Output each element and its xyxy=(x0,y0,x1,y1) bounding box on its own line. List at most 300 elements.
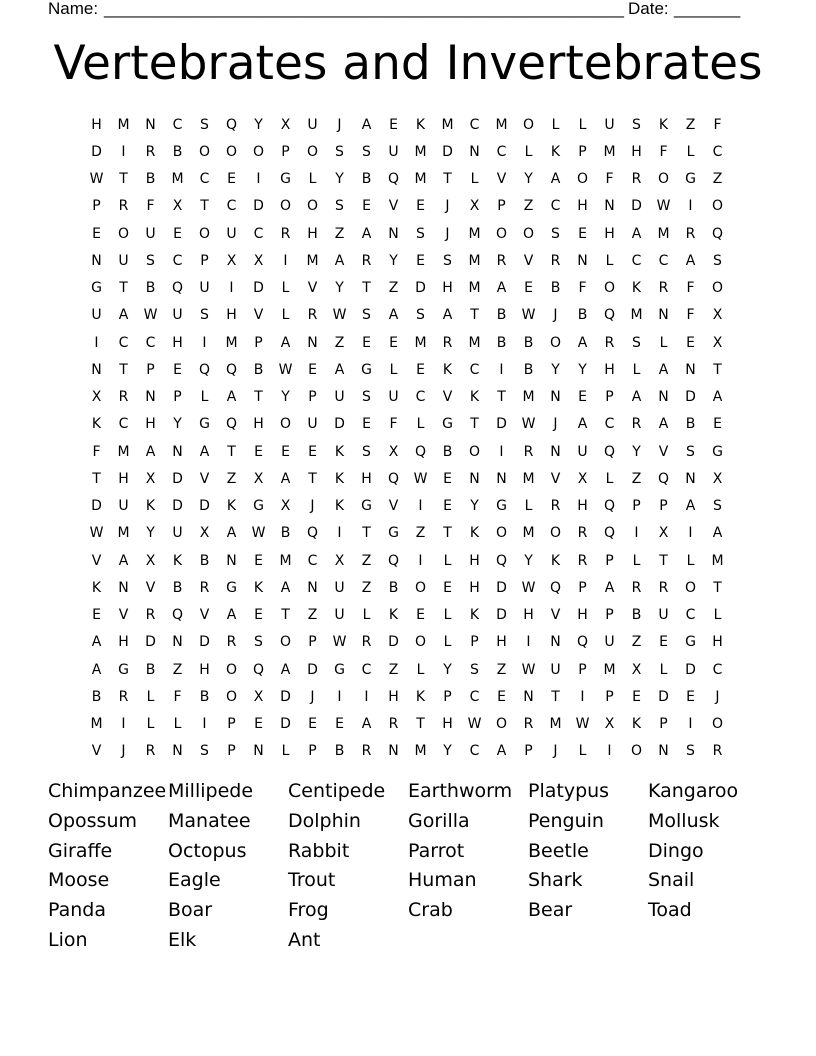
word-list-item: Toad xyxy=(648,899,692,922)
grid-letter: U xyxy=(550,661,561,678)
grid-letter: D xyxy=(631,198,642,215)
word-list-item: Crab xyxy=(408,899,453,922)
grid-letter: R xyxy=(550,498,561,515)
grid-row xyxy=(83,547,743,574)
grid-letter: I xyxy=(202,334,207,351)
grid-letter: E xyxy=(416,198,425,215)
grid-letter: Z xyxy=(631,470,642,487)
grid-letter: K xyxy=(226,498,237,515)
grid-letter: O xyxy=(603,280,616,297)
grid-letter: P xyxy=(308,389,317,406)
word-list-item: Parrot xyxy=(408,839,465,862)
grid-letter: U xyxy=(577,443,588,460)
grid-letter: X xyxy=(280,116,291,133)
grid-letter: R xyxy=(523,443,534,460)
grid-letter: W xyxy=(89,171,104,188)
word-list-item: Chimpanzee xyxy=(48,780,167,802)
grid-letter: I xyxy=(526,634,531,651)
grid-letter: V xyxy=(658,443,669,460)
grid-letter: W xyxy=(89,525,104,542)
grid-letter: V xyxy=(307,280,318,297)
grid-letter: E xyxy=(659,634,668,651)
word-list-item: Earthworm xyxy=(408,780,513,802)
grid-letter: Q xyxy=(387,552,400,569)
grid-letter: Z xyxy=(523,198,534,215)
grid-letter: E xyxy=(497,688,506,705)
grid-row xyxy=(83,193,743,220)
grid-letter: E xyxy=(173,361,182,378)
grid-letter: N xyxy=(469,143,480,160)
grid-letter: L xyxy=(632,361,641,378)
grid-letter: Q xyxy=(225,416,238,433)
grid-letter: I xyxy=(418,552,423,569)
grid-letter: S xyxy=(200,307,209,324)
grid-letter: D xyxy=(658,688,669,705)
grid-letter: T xyxy=(281,607,290,624)
grid-letter: U xyxy=(334,389,345,406)
grid-letter: D xyxy=(442,143,453,160)
name-label: Name: xyxy=(48,0,99,18)
grid-letter: V xyxy=(199,607,210,624)
grid-letter: F xyxy=(173,688,182,705)
grid-letter: O xyxy=(414,634,427,651)
grid-letter: T xyxy=(92,470,101,487)
grid-letter: O xyxy=(684,579,697,596)
grid-letter: Q xyxy=(711,225,724,242)
grid-letter: H xyxy=(523,607,534,624)
grid-letter: S xyxy=(551,225,560,242)
grid-letter: I xyxy=(688,716,693,733)
grid-letter: J xyxy=(553,743,558,760)
grid-letter: Q xyxy=(198,361,211,378)
grid-letter: O xyxy=(225,688,238,705)
grid-letter: U xyxy=(118,498,129,515)
grid-letter: T xyxy=(470,416,479,433)
grid-letter: O xyxy=(576,171,589,188)
grid-letter: P xyxy=(470,634,479,651)
grid-letter: K xyxy=(469,525,480,542)
grid-letter: Y xyxy=(551,361,560,378)
grid-letter: R xyxy=(577,525,588,542)
grid-letter: A xyxy=(91,661,102,678)
grid-letter: U xyxy=(658,607,669,624)
grid-letter: C xyxy=(307,552,318,569)
grid-letter: H xyxy=(145,416,156,433)
grid-letter: U xyxy=(307,416,318,433)
grid-letter: R xyxy=(118,688,129,705)
grid-letter: A xyxy=(145,443,156,460)
grid-letter: B xyxy=(199,688,210,705)
grid-row xyxy=(83,602,743,629)
grid-letter: V xyxy=(199,470,210,487)
grid-letter: U xyxy=(604,116,615,133)
grid-letter: P xyxy=(578,661,587,678)
grid-letter: P xyxy=(227,743,236,760)
word-list-item: Rabbit xyxy=(288,839,350,862)
grid-letter: A xyxy=(280,661,291,678)
grid-letter: D xyxy=(307,661,318,678)
grid-letter: B xyxy=(496,307,507,324)
grid-letter: L xyxy=(173,716,182,733)
grid-letter: G xyxy=(280,171,291,188)
grid-letter: B xyxy=(496,334,507,351)
grid-letter: L xyxy=(443,607,452,624)
grid-letter: Y xyxy=(524,171,533,188)
grid-letter: E xyxy=(389,334,398,351)
grid-letter: F xyxy=(146,198,155,215)
grid-letter: N xyxy=(145,389,156,406)
grid-letter: L xyxy=(524,498,533,515)
grid-letter: Z xyxy=(685,116,696,133)
grid-letter: T xyxy=(713,361,722,378)
grid-letter: E xyxy=(254,443,263,460)
grid-letter: M xyxy=(90,716,103,733)
grid-letter: A xyxy=(496,743,507,760)
grid-letter: R xyxy=(361,634,372,651)
grid-letter: B xyxy=(145,280,156,297)
grid-letter: L xyxy=(578,743,587,760)
grid-letter: V xyxy=(91,743,102,760)
grid-letter: W xyxy=(278,361,293,378)
grid-letter: S xyxy=(686,743,695,760)
grid-letter: D xyxy=(253,198,264,215)
grid-letter: F xyxy=(578,280,587,297)
letter-grid xyxy=(83,111,743,765)
grid-letter: A xyxy=(226,525,237,542)
grid-letter: L xyxy=(659,661,668,678)
grid-letter: E xyxy=(362,334,371,351)
grid-letter: R xyxy=(388,716,399,733)
grid-letter: C xyxy=(172,252,183,269)
grid-letter: A xyxy=(631,225,642,242)
grid-letter: A xyxy=(604,579,615,596)
grid-letter: X xyxy=(145,470,156,487)
grid-letter: T xyxy=(308,470,317,487)
grid-letter: E xyxy=(227,171,236,188)
grid-letter: S xyxy=(362,143,371,160)
grid-letter: R xyxy=(145,607,156,624)
grid-letter: P xyxy=(578,579,587,596)
grid-letter: S xyxy=(470,661,479,678)
grid-letter: X xyxy=(712,470,723,487)
grid-letter: S xyxy=(254,634,263,651)
word-list-item: Snail xyxy=(648,869,695,892)
grid-letter: Y xyxy=(443,743,452,760)
grid-letter: Z xyxy=(631,634,642,651)
word-list-item: Elk xyxy=(168,928,197,951)
grid-letter: W xyxy=(332,307,347,324)
grid-letter: U xyxy=(388,389,399,406)
grid-letter: N xyxy=(307,579,318,596)
grid-letter: A xyxy=(712,389,723,406)
grid-letter: H xyxy=(577,498,588,515)
grid-letter: O xyxy=(198,225,211,242)
grid-letter: E xyxy=(578,225,587,242)
grid-letter: V xyxy=(523,252,534,269)
grid-letter: T xyxy=(362,525,371,542)
grid-letter: Q xyxy=(252,661,265,678)
grid-letter: R xyxy=(631,579,642,596)
grid-letter: C xyxy=(604,416,615,433)
grid-letter: E xyxy=(443,498,452,515)
grid-letter: P xyxy=(605,552,614,569)
grid-letter: T xyxy=(200,198,209,215)
grid-row xyxy=(83,384,743,411)
grid-letter: A xyxy=(442,307,453,324)
grid-letter: Y xyxy=(335,171,344,188)
grid-row xyxy=(83,520,743,547)
grid-letter: Z xyxy=(388,661,399,678)
grid-letter: I xyxy=(688,198,693,215)
grid-letter: M xyxy=(522,389,535,406)
grid-letter: F xyxy=(686,307,695,324)
grid-letter: A xyxy=(226,607,237,624)
grid-letter: D xyxy=(496,416,507,433)
grid-letter: D xyxy=(91,143,102,160)
grid-letter: B xyxy=(172,579,183,596)
grid-letter: U xyxy=(145,225,156,242)
grid-letter: C xyxy=(118,334,129,351)
grid-letter: E xyxy=(92,607,101,624)
grid-letter: Y xyxy=(146,525,155,542)
grid-letter: D xyxy=(199,634,210,651)
grid-letter: H xyxy=(442,716,453,733)
word-list-item: Penguin xyxy=(528,809,604,832)
grid-letter: Q xyxy=(603,498,616,515)
grid-letter: Q xyxy=(549,579,562,596)
grid-letter: E xyxy=(578,389,587,406)
grid-letter: P xyxy=(605,688,614,705)
grid-letter: G xyxy=(388,525,399,542)
grid-letter: X xyxy=(280,498,291,515)
grid-letter: Z xyxy=(226,470,237,487)
grid-letter: M xyxy=(468,280,481,297)
grid-letter: I xyxy=(229,280,234,297)
grid-letter: N xyxy=(685,361,696,378)
grid-letter: V xyxy=(118,607,129,624)
word-list-item: Trout xyxy=(288,869,336,892)
page-title: Vertebrates and Invertebrates xyxy=(53,36,763,91)
grid-letter: X xyxy=(658,525,669,542)
grid-letter: T xyxy=(497,389,506,406)
grid-letter: I xyxy=(607,743,612,760)
word-list-item: Platypus xyxy=(528,780,610,802)
grid-letter: R xyxy=(199,579,210,596)
grid-letter: O xyxy=(279,416,292,433)
grid-letter: C xyxy=(118,416,129,433)
grid-letter: P xyxy=(254,334,263,351)
grid-letter: Q xyxy=(495,552,508,569)
grid-letter: G xyxy=(91,280,102,297)
grid-row xyxy=(83,329,743,356)
grid-letter: M xyxy=(441,116,454,133)
grid-letter: Z xyxy=(307,607,318,624)
grid-letter: O xyxy=(495,716,508,733)
grid-letter: F xyxy=(389,416,398,433)
grid-letter: I xyxy=(256,171,261,188)
grid-letter: O xyxy=(225,661,238,678)
grid-letter: R xyxy=(118,198,129,215)
grid-letter: U xyxy=(307,116,318,133)
grid-letter: C xyxy=(631,252,642,269)
grid-letter: M xyxy=(306,252,319,269)
grid-letter: E xyxy=(308,443,317,460)
grid-row xyxy=(83,438,743,465)
grid-letter: R xyxy=(712,743,723,760)
grid-letter: A xyxy=(712,525,723,542)
grid-letter: D xyxy=(199,498,210,515)
grid-letter: Y xyxy=(335,280,344,297)
grid-letter: B xyxy=(550,280,561,297)
word-list xyxy=(48,777,788,956)
grid-letter: X xyxy=(388,443,399,460)
grid-letter: M xyxy=(603,143,616,160)
grid-letter: K xyxy=(172,552,183,569)
grid-letter: X xyxy=(604,716,615,733)
grid-letter: H xyxy=(604,361,615,378)
grid-letter: A xyxy=(226,389,237,406)
grid-letter: O xyxy=(414,579,427,596)
grid-letter: J xyxy=(310,498,315,515)
grid-row xyxy=(83,493,743,520)
grid-row xyxy=(83,711,743,738)
grid-letter: O xyxy=(198,143,211,160)
grid-letter: D xyxy=(172,498,183,515)
grid-letter: G xyxy=(334,661,345,678)
grid-letter: A xyxy=(496,280,507,297)
grid-letter: C xyxy=(361,661,372,678)
word-list-item: Manatee xyxy=(168,809,251,832)
grid-letter: H xyxy=(442,280,453,297)
grid-letter: E xyxy=(416,361,425,378)
grid-letter: A xyxy=(280,334,291,351)
grid-letter: L xyxy=(686,552,695,569)
grid-letter: N xyxy=(388,743,399,760)
grid-letter: N xyxy=(307,334,318,351)
grid-letter: T xyxy=(119,171,128,188)
grid-letter: N xyxy=(91,252,102,269)
grid-letter: L xyxy=(443,552,452,569)
grid-letter: Y xyxy=(470,498,479,515)
grid-row xyxy=(83,302,743,329)
grid-letter: R xyxy=(631,416,642,433)
grid-letter: G xyxy=(685,171,696,188)
grid-letter: H xyxy=(577,198,588,215)
grid-letter: P xyxy=(497,198,506,215)
grid-letter: C xyxy=(469,688,480,705)
grid-letter: Y xyxy=(281,389,290,406)
grid-letter: K xyxy=(91,579,102,596)
grid-letter: L xyxy=(578,116,587,133)
grid-letter: E xyxy=(362,416,371,433)
grid-letter: E xyxy=(173,225,182,242)
grid-letter: Y xyxy=(254,116,263,133)
grid-letter: U xyxy=(604,634,615,651)
grid-letter: N xyxy=(604,198,615,215)
grid-letter: W xyxy=(251,525,266,542)
grid-letter: B xyxy=(523,334,534,351)
grid-letter: J xyxy=(121,743,126,760)
grid-letter: N xyxy=(658,307,669,324)
grid-letter: I xyxy=(688,525,693,542)
word-list-item: Ant xyxy=(288,928,321,951)
grid-letter: T xyxy=(443,171,452,188)
grid-letter: L xyxy=(146,716,155,733)
grid-letter: L xyxy=(551,116,560,133)
grid-letter: F xyxy=(686,280,695,297)
grid-letter: Z xyxy=(415,525,426,542)
grid-letter: M xyxy=(468,252,481,269)
grid-letter: D xyxy=(496,607,507,624)
grid-row xyxy=(83,738,743,765)
grid-letter: I xyxy=(121,716,126,733)
grid-letter: V xyxy=(253,307,264,324)
grid-letter: T xyxy=(119,361,128,378)
word-list-item: Kangaroo xyxy=(648,780,739,802)
grid-letter: N xyxy=(658,389,669,406)
grid-letter: A xyxy=(361,225,372,242)
grid-letter: Q xyxy=(576,634,589,651)
grid-letter: J xyxy=(445,198,450,215)
grid-letter: R xyxy=(307,307,318,324)
grid-letter: A xyxy=(658,416,669,433)
grid-letter: W xyxy=(521,661,536,678)
grid-row xyxy=(83,166,743,193)
grid-letter: M xyxy=(414,171,427,188)
grid-letter: S xyxy=(362,389,371,406)
word-list-item: Dingo xyxy=(648,839,704,862)
grid-letter: I xyxy=(364,688,369,705)
grid-letter: S xyxy=(713,498,722,515)
grid-letter: X xyxy=(253,470,264,487)
grid-letter: G xyxy=(685,634,696,651)
grid-letter: V xyxy=(550,470,561,487)
grid-letter: I xyxy=(418,498,423,515)
grid-letter: S xyxy=(416,225,425,242)
grid-letter: O xyxy=(522,225,535,242)
grid-letter: A xyxy=(118,552,129,569)
grid-letter: D xyxy=(280,716,291,733)
grid-letter: E xyxy=(443,470,452,487)
grid-letter: M xyxy=(117,116,130,133)
grid-letter: P xyxy=(146,361,155,378)
grid-letter: R xyxy=(523,716,534,733)
grid-letter: A xyxy=(361,716,372,733)
grid-letter: P xyxy=(605,389,614,406)
grid-letter: W xyxy=(521,579,536,596)
grid-letter: I xyxy=(499,361,504,378)
grid-letter: Z xyxy=(496,661,507,678)
grid-letter: B xyxy=(253,361,264,378)
grid-letter: M xyxy=(414,143,427,160)
grid-letter: M xyxy=(468,334,481,351)
grid-row xyxy=(83,629,743,656)
grid-letter: O xyxy=(225,143,238,160)
grid-letter: A xyxy=(361,116,372,133)
grid-letter: Z xyxy=(334,225,345,242)
grid-letter: B xyxy=(685,416,696,433)
grid-letter: H xyxy=(118,634,129,651)
grid-letter: J xyxy=(445,225,450,242)
grid-letter: U xyxy=(226,225,237,242)
grid-row xyxy=(83,220,743,247)
grid-letter: F xyxy=(713,116,722,133)
grid-letter: V xyxy=(550,607,561,624)
grid-letter: K xyxy=(469,607,480,624)
grid-letter: M xyxy=(117,443,130,460)
grid-letter: A xyxy=(388,307,399,324)
grid-row xyxy=(83,683,743,710)
